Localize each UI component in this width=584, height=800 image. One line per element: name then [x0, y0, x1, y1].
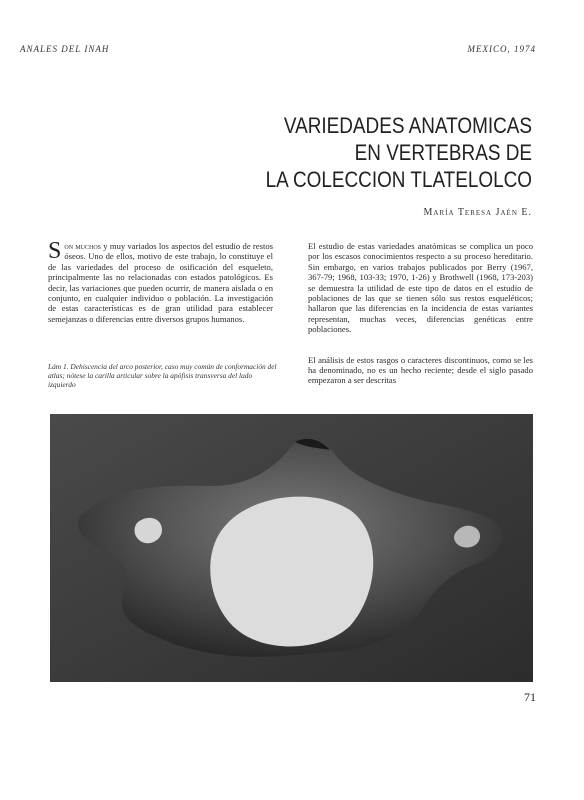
vertebral-foramen [210, 497, 373, 647]
date-header: MEXICO, 1974 [467, 44, 536, 54]
left-column-text: y muy variados los aspectos del estudio de restos óseos. Uno de ellos, motivo de este trabajo, lo constituye el de las variedades del proceso de osificación del esqueleto, principalmente las no relacionadas con estados patológicos. Es decir, las variaciones que pueden ocurrir, de manera aislada o en conjunto, en cualquier individuo o población. La investigación de estas características es de gran utilidad para establecer semejanzas o diferencias entre diversos grupos humanos. [48, 241, 273, 324]
journal-header: ANALES DEL INAH [20, 44, 110, 54]
right-paragraph-2: El análisis de estos rasgos o caracteres discontinuos, como se les ha denominado, no es un hecho reciente; desde el siglo pasado empezaron a ser descritas [308, 354, 533, 386]
page-number: 71 [524, 690, 536, 704]
author-name: María Teresa Jaén E. [423, 207, 532, 218]
article-title [171, 112, 532, 193]
lead-words: on muchos [64, 241, 101, 251]
right-column [308, 241, 533, 386]
figure-caption: Lám 1. Dehiscencia del arco posterior, caso muy común de conformación del atlas; nótese la carilla articular sobre la apófisis transversa del lado izquierdo [48, 362, 277, 389]
left-column [48, 238, 273, 324]
drop-cap: S [48, 238, 62, 264]
title-line-1: VARIEDADES ANATOMICAS [283, 113, 532, 138]
title-line-3: LA COLECCION TLATELOLCO [265, 167, 532, 192]
left-paragraph [48, 238, 273, 324]
title-line-2: EN VERTEBRAS DE [354, 140, 532, 165]
atlas-vertebra-image [50, 414, 533, 682]
right-paragraph-1: El estudio de estas variedades anatómicas se complica un poco por los escasos conocimientos respecto a su proceso hereditario. Sin embargo, en varios trabajos publicados por Berry (1967, 367-79; 1968, 103-33; 1970, 1-26) y Brothwell (1968, 173-203) se demuestra la utilidad de este tipo de datos en el estudio de poblaciones de las que se tienen sólo sus restos esqueléticos; hallaron que las diferencias en la incidencia de estas variantes representan, muchas veces, diferencias genéticas entre poblaciones. [308, 241, 533, 335]
vertebra-photograph [50, 414, 533, 682]
